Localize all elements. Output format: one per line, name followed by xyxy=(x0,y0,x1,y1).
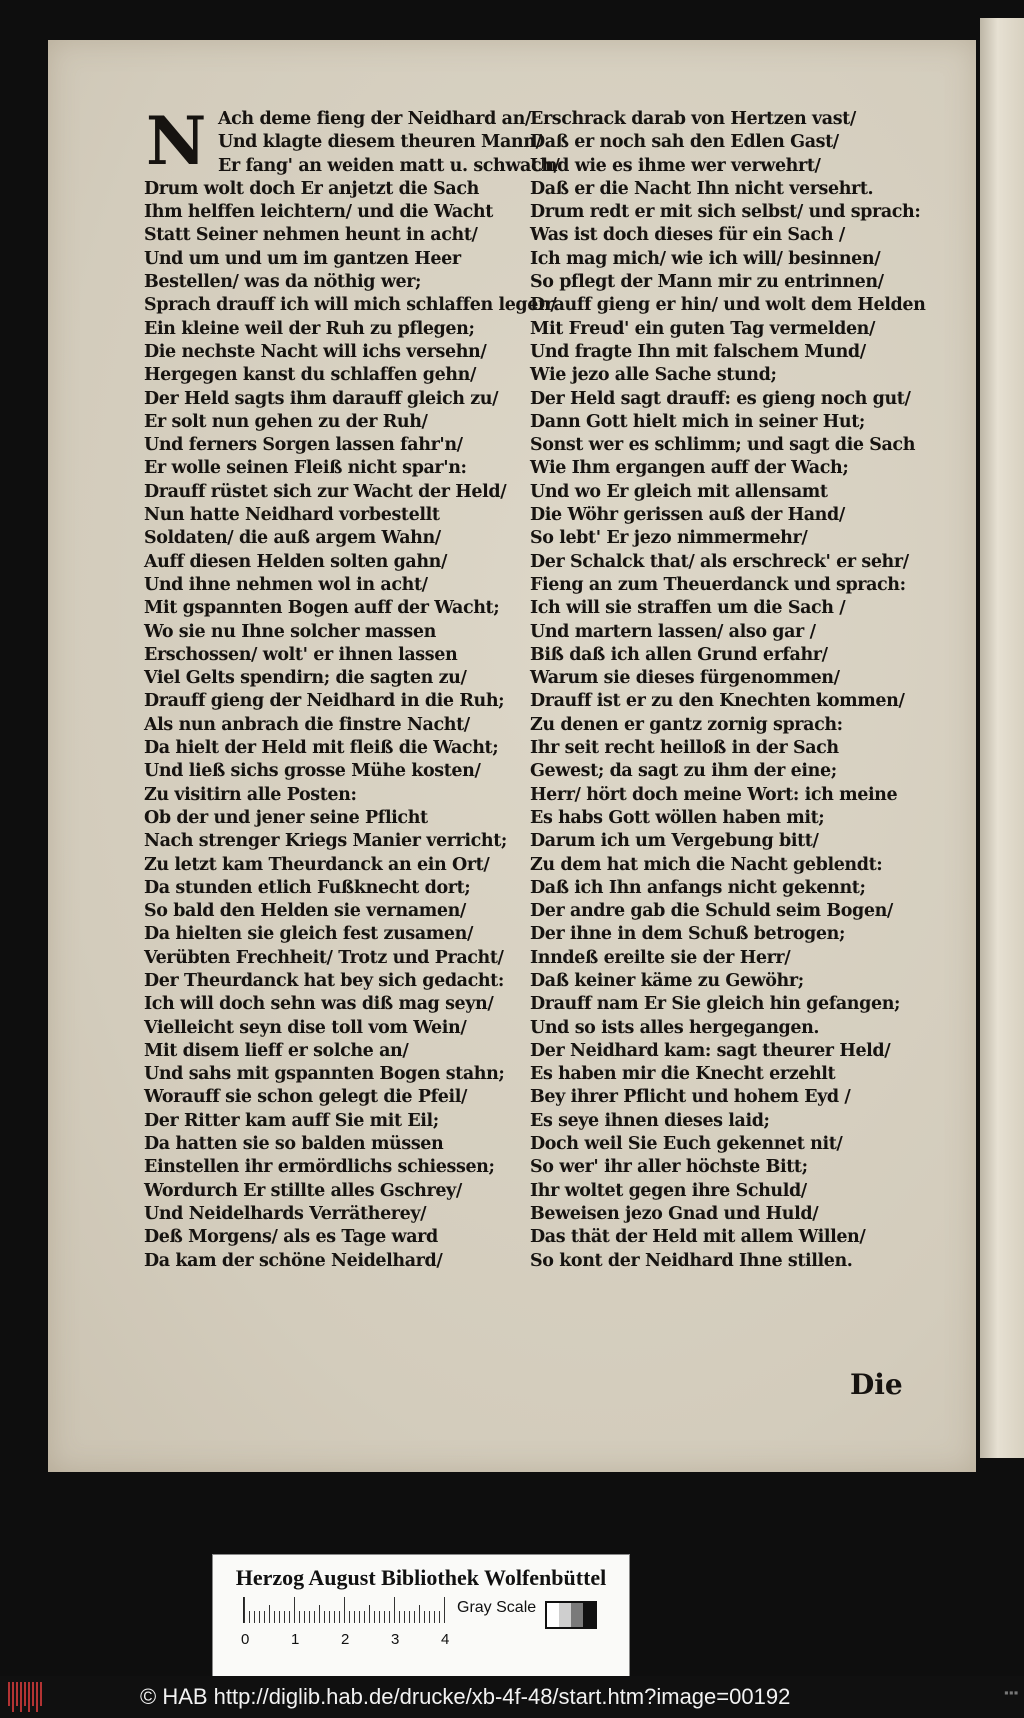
ruler-tick xyxy=(324,1611,325,1623)
text-line: Dann Gott hielt mich in seiner Hut; xyxy=(530,411,865,432)
scale-ruler xyxy=(243,1597,444,1623)
ruler-number: 1 xyxy=(291,1631,300,1648)
text-line: Und wo Er gleich mit allensamt xyxy=(530,481,828,502)
text-line: Und fragte Ihn mit falschem Mund/ xyxy=(530,341,866,362)
text-line: Statt Seiner nehmen heunt in acht/ xyxy=(144,225,478,246)
text-line: Soldaten/ die auß argem Wahn/ xyxy=(144,528,441,549)
gray-scale-label: Gray Scale xyxy=(457,1599,537,1616)
text-line: Drauff gieng der Neidhard in die Ruh; xyxy=(144,691,505,712)
ruler-tick xyxy=(274,1611,275,1623)
ruler-tick xyxy=(254,1611,255,1623)
text-line: Hergegen kanst du schlaffen gehn/ xyxy=(144,365,476,386)
text-line: Erschossen/ wolt' er ihnen lassen xyxy=(144,644,458,665)
drop-capital: N xyxy=(146,102,207,180)
text-line: Der Neidhard kam: sagt theurer Held/ xyxy=(530,1040,891,1061)
text-line: Und klagte diesem theuren Mann/ xyxy=(218,132,542,153)
gray-swatch xyxy=(547,1603,559,1627)
ruler-tick xyxy=(404,1611,405,1623)
ruler-tick xyxy=(394,1597,395,1623)
ruler-tick xyxy=(369,1605,370,1623)
text-line: Das thät der Held mit allem Willen/ xyxy=(530,1227,866,1248)
text-line: So lebt' Er jezo nimmermehr/ xyxy=(530,528,808,549)
ruler-tick xyxy=(269,1605,270,1623)
text-line: Auff diesen Helden solten gahn/ xyxy=(144,551,447,572)
text-line: So wer' ihr aller höchste Bitt; xyxy=(530,1157,808,1178)
text-line: Es seye ihnen dieses laid; xyxy=(530,1110,770,1131)
text-line: Doch weil Sie Euch gekennet nit/ xyxy=(530,1134,843,1155)
text-line: Deß Morgens/ als es Tage ward xyxy=(144,1227,438,1248)
text-line: Daß keiner käme zu Gewöhr; xyxy=(530,970,804,991)
ruler-tick xyxy=(299,1611,300,1623)
text-line: Ich will sie straffen um die Sach / xyxy=(530,598,846,619)
text-line: Und so ists alles hergegangen. xyxy=(530,1017,820,1038)
text-line: So pflegt der Mann mir zu entrinnen/ xyxy=(530,272,884,293)
text-line: Der Ritter kam auff Sie mit Eil; xyxy=(144,1110,439,1131)
ruler-tick xyxy=(279,1611,280,1623)
text-line: Der andre gab die Schuld seim Bogen/ xyxy=(530,901,893,922)
text-line: Wie jezo alle Sache stund; xyxy=(530,365,777,386)
text-line: Und martern lassen/ also gar / xyxy=(530,621,816,642)
ruler-tick xyxy=(314,1611,315,1623)
text-line: Ein kleine weil der Ruh zu pflegen; xyxy=(144,318,475,339)
text-line: Zu letzt kam Theurdanck an ein Ort/ xyxy=(144,854,490,875)
text-line: Daß er noch sah den Edlen Gast/ xyxy=(530,132,839,153)
ruler-tick xyxy=(364,1611,365,1623)
text-line: Viel Gelts spendirn; die sagten zu/ xyxy=(144,668,467,689)
ruler-tick xyxy=(424,1611,425,1623)
left-text-column xyxy=(144,102,560,1273)
text-line: Der Schalck that/ als erschreck' er sehr/ xyxy=(530,551,909,572)
barcode-bar xyxy=(32,1682,34,1706)
text-line: Als nun anbrach die finstre Nacht/ xyxy=(144,714,470,735)
text-line: Bestellen/ was da nöthig wer; xyxy=(144,272,422,293)
text-line: Drum wolt doch Er anjetzt die Sach xyxy=(144,178,479,199)
ruler-tick xyxy=(379,1611,380,1623)
text-line: Vielleicht seyn dise toll vom Wein/ xyxy=(144,1017,467,1038)
adjacent-page-edge xyxy=(980,18,1024,1458)
text-line: Die nechste Nacht will ichs versehn/ xyxy=(144,341,487,362)
text-line: Mit gspannten Bogen auff der Wacht; xyxy=(144,598,500,619)
text-line: Da hielt der Held mit fleiß die Wacht; xyxy=(144,738,499,759)
barcode-bar xyxy=(36,1682,38,1712)
ruler-tick xyxy=(444,1597,445,1623)
text-line: Wie Ihm ergangen auff der Wach; xyxy=(530,458,849,479)
text-line: Da stunden etlich Fußknecht dort; xyxy=(144,877,471,898)
text-line: Ihm helffen leichtern/ und die Wacht xyxy=(144,202,493,223)
text-line: Daß ich Ihn anfangs nicht gekennt; xyxy=(530,877,866,898)
text-line: Drauff gieng er hin/ und wolt dem Helden xyxy=(530,295,926,316)
ruler-number: 0 xyxy=(241,1631,250,1648)
text-line: Mit Freud' ein guten Tag vermelden/ xyxy=(530,318,875,339)
ruler-number: 4 xyxy=(441,1631,450,1648)
text-line: Wo sie nu Ihne solcher massen xyxy=(144,621,436,642)
ruler-tick xyxy=(349,1611,350,1623)
text-line: Ob der und jener seine Pflicht xyxy=(144,807,428,828)
text-line: Da hielten sie gleich fest zusamen/ xyxy=(144,924,473,945)
corner-mark: ▪▪▪ xyxy=(1004,1688,1019,1697)
text-line: Warum sie dieses fürgenommen/ xyxy=(530,668,840,689)
ruler-tick xyxy=(259,1611,260,1623)
ruler-tick xyxy=(409,1611,410,1623)
text-line: Herr/ hört doch meine Wort: ich meine xyxy=(530,784,898,805)
text-line: Einstellen ihr ermördlichs schiessen; xyxy=(144,1157,495,1178)
text-line: Er solt nun gehen zu der Ruh/ xyxy=(144,411,428,432)
text-line: Biß daß ich allen Grund erfahr/ xyxy=(530,644,828,665)
text-line: Der ihne in dem Schuß betrogen; xyxy=(530,924,846,945)
barcode-bar xyxy=(16,1682,18,1706)
ruler-tick xyxy=(309,1611,310,1623)
ruler-tick xyxy=(339,1611,340,1623)
text-line: Fieng an zum Theuerdanck und sprach: xyxy=(530,574,906,595)
text-line: Drauff ist er zu den Knechten kommen/ xyxy=(530,691,905,712)
barcode-bar xyxy=(24,1682,26,1706)
text-line: Da kam der schöne Neidelhard/ xyxy=(144,1250,443,1271)
text-line: Ich will doch sehn was diß mag seyn/ xyxy=(144,994,494,1015)
ruler-tick xyxy=(319,1605,320,1623)
text-line: Er fang' an weiden matt u. schwach/ xyxy=(218,155,560,176)
text-line: Drauff nam Er Sie gleich hin gefangen; xyxy=(530,994,901,1015)
ruler-tick xyxy=(344,1597,345,1623)
barcode-bar xyxy=(40,1682,42,1706)
ruler-tick xyxy=(304,1611,305,1623)
ruler-tick xyxy=(284,1611,285,1623)
ruler-tick xyxy=(439,1611,440,1623)
ruler-tick xyxy=(294,1597,295,1623)
ruler-tick xyxy=(354,1611,355,1623)
text-line: So kont der Neidhard Ihne stillen. xyxy=(530,1250,853,1271)
text-line: Nach strenger Kriegs Manier verricht; xyxy=(144,831,507,852)
barcode-bar xyxy=(8,1682,10,1706)
text-line: Ich mag mich/ wie ich will/ besinnen/ xyxy=(530,248,881,269)
text-line: Darum ich um Vergebung bitt/ xyxy=(530,831,819,852)
text-line: Nun hatte Neidhard vorbestellt xyxy=(144,505,440,526)
text-line: Drum redt er mit sich selbst/ und sprach: xyxy=(530,202,921,223)
text-line: Und um und um im gantzen Heer xyxy=(144,248,461,269)
gray-swatch xyxy=(571,1603,583,1627)
text-line: So bald den Helden sie vernamen/ xyxy=(144,901,466,922)
text-line: Und Neidelhards Verrätherey/ xyxy=(144,1203,427,1224)
text-line: Und ferners Sorgen lassen fahr'n/ xyxy=(144,435,463,456)
text-line: Ihr seit recht heilloß in der Sach xyxy=(530,738,839,759)
ruler-tick xyxy=(414,1611,415,1623)
text-line: Verübten Frechheit/ Trotz und Pracht/ xyxy=(144,947,504,968)
text-line: Erschrack darab von Hertzen vast/ xyxy=(530,109,856,129)
barcode-bar xyxy=(12,1682,14,1712)
text-line: Es haben mir die Knecht erzehlt xyxy=(530,1064,836,1085)
text-line: Sprach drauff ich will mich schlaffen legen/ xyxy=(144,295,557,316)
text-line: Gewest; da sagt zu ihm der eine; xyxy=(530,761,837,782)
text-line: Der Held sagts ihm darauff gleich zu/ xyxy=(144,388,499,409)
text-line: Drauff rüstet sich zur Wacht der Held/ xyxy=(144,481,507,502)
barcode-bar xyxy=(28,1682,30,1712)
ruler-tick xyxy=(289,1611,290,1623)
text-line: Der Held sagt drauff: es gieng noch gut/ xyxy=(530,388,911,409)
text-line: Mit disem lieff er solche an/ xyxy=(144,1040,409,1061)
gray-scale-swatches xyxy=(545,1601,597,1629)
text-line: Ihr woltet gegen ihre Schuld/ xyxy=(530,1180,807,1201)
barcode-icon xyxy=(8,1682,44,1712)
ruler-tick xyxy=(359,1611,360,1623)
ruler-tick xyxy=(389,1611,390,1623)
text-line: Daß er die Nacht Ihn nicht versehrt. xyxy=(530,178,874,199)
gray-swatch xyxy=(559,1603,571,1627)
text-line: Zu visitirn alle Posten: xyxy=(144,784,357,805)
text-line: Der Theurdanck hat bey sich gedacht: xyxy=(144,970,504,991)
ruler-number: 2 xyxy=(341,1631,350,1648)
text-line: Wordurch Er stillte alles Gschrey/ xyxy=(144,1180,462,1201)
text-line: Und wie es ihme wer verwehrt/ xyxy=(530,155,821,176)
text-line: Da hatten sie so balden müssen xyxy=(144,1134,444,1155)
ruler-tick xyxy=(249,1611,250,1623)
text-line: Was ist doch dieses für ein Sach / xyxy=(530,225,845,246)
text-line: Sonst wer es schlimm; und sagt die Sach xyxy=(530,435,916,456)
barcode-bar xyxy=(20,1682,22,1712)
catchword: Die xyxy=(850,1368,903,1401)
text-line: Und ließ sichs grosse Mühe kosten/ xyxy=(144,761,481,782)
copyright-url: © HAB http://diglib.hab.de/drucke/xb-4f-48/start.htm?image=00192 xyxy=(140,1684,791,1709)
text-line: Zu dem hat mich die Nacht geblendt: xyxy=(530,854,883,875)
ruler-number: 3 xyxy=(391,1631,400,1648)
text-line: Worauff sie schon gelegt die Pfeil/ xyxy=(144,1087,467,1108)
ruler-tick xyxy=(334,1611,335,1623)
text-line: Bey ihrer Pflicht und hohem Eyd / xyxy=(530,1087,851,1108)
library-name: Herzog August Bibliothek Wolfenbüttel xyxy=(235,1565,607,1590)
ruler-tick xyxy=(264,1611,265,1623)
text-line: Es habs Gott wöllen haben mit; xyxy=(530,807,825,828)
gray-swatch xyxy=(583,1603,595,1627)
ruler-tick xyxy=(434,1611,435,1623)
ruler-tick xyxy=(244,1597,245,1623)
text-line: Beweisen jezo Gnad und Huld/ xyxy=(530,1203,819,1224)
ruler-tick xyxy=(399,1611,400,1623)
text-line: Er wolle seinen Fleiß nicht spar'n: xyxy=(144,458,467,479)
text-line: Zu denen er gantz zornig sprach: xyxy=(530,714,843,735)
right-text-column xyxy=(530,108,925,1273)
text-line: Und ihne nehmen wol in acht/ xyxy=(144,574,428,595)
ruler-tick xyxy=(419,1605,420,1623)
ruler-tick xyxy=(374,1611,375,1623)
ruler-tick xyxy=(429,1611,430,1623)
ruler-tick xyxy=(384,1611,385,1623)
text-line: Die Wöhr gerissen auß der Hand/ xyxy=(530,505,845,526)
text-line: Inndeß ereilte sie der Herr/ xyxy=(530,947,791,968)
text-line: Und sahs mit gspannten Bogen stahn; xyxy=(144,1064,505,1085)
text-line: Ach deme fieng der Neidhard an/ xyxy=(218,109,531,129)
ruler-tick xyxy=(329,1611,330,1623)
